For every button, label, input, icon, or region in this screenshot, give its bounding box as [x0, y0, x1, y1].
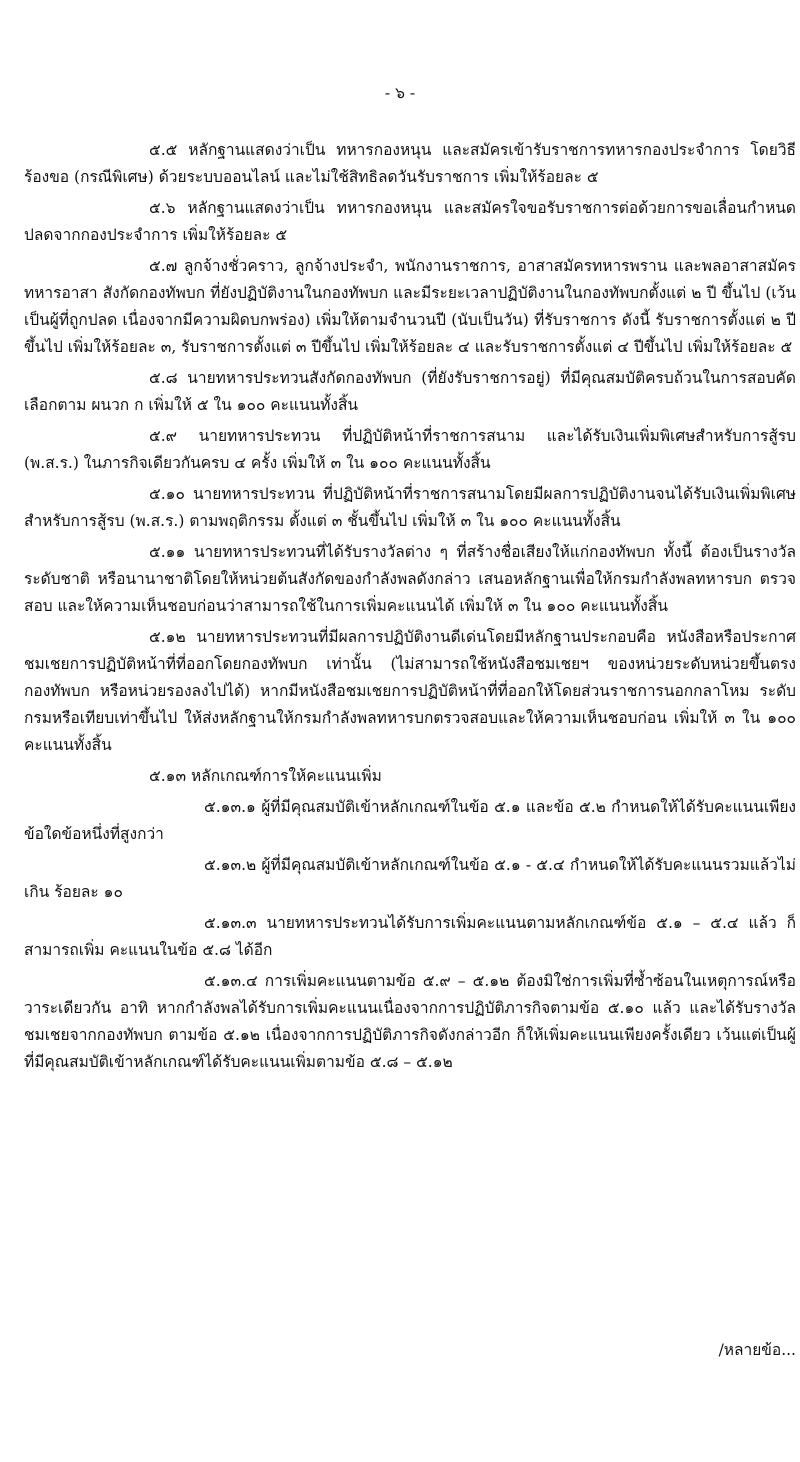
subparagraph-5-13-4: ๕.๑๓.๔ การเพิ่มคะแนนตามข้อ ๕.๙ – ๕.๑๒ ต้องมิใช่การเพิ่มที่ซ้ำซ้อนในเหตุการณ์หรือวาระเดียวกัน อาทิ หากกำลังพลได้รับการเพิ่มคะแนนเนื่องจากการปฏิบัติภารกิจตามข้อ ๕.๑๐ แล้ว และได้รับรางวัลชมเชยจากกองทัพบก ตามข้อ ๕.๑๒ เนื่องจากการปฏิบัติภารกิจดังกล่าวอีก ก็ให้เพิ่มคะแนนเพียงครั้งเดียว เว้นแต่เป็นผู้ที่มีคุณสมบัติเข้าหลักเกณฑ์ได้รับคะแนนเพิ่มตามข้อ ๕.๘ – ๕.๑๒ — [24, 972, 796, 1071]
paragraph-5-10: ๕.๑๐ นายทหารประทวน ที่ปฏิบัติหน้าที่ราชการสนามโดยมีผลการปฏิบัติงานจนได้รับเงินเพิ่มพิเศษ สำหรับการสู้รบ (พ.ส.ร.) ตามพฤติกรรม ตั้งแต่ ๓ ชั้นขึ้นไป เพิ่มให้ ๓ ใน ๑๐๐ คะแนนทั้งสิ้น — [24, 485, 796, 530]
subparagraph-5-13-1: ๕.๑๓.๑ ผู้ที่มีคุณสมบัติเข้าหลักเกณฑ์ในข้อ ๕.๑ และข้อ ๕.๒ กำหนดให้ได้รับคะแนนเพียงข้อใดข้อหนึ่งที่สูงกว่า — [24, 798, 796, 843]
paragraph-5-7: ๕.๗ ลูกจ้างชั่วคราว, ลูกจ้างประจำ, พนักงานราชการ, อาสาสมัครทหารพราน และพลอาสาสมัครทหารอาสา สังกัดกองทัพบก ที่ยังปฏิบัติงานในกองทัพบก และมีระยะเวลาปฏิบัติงานในกองทัพบกตั้งแต่ ๒ ปี ขึ้นไป (เว้นเป็นผู้ที่ถูกปลด เนื่องจากมีความผิดบกพร่อง) เพิ่มให้ตามจำนวนปี (นับเป็นวัน) ที่รับราชการ ดังนี้ รับราชการตั้งแต่ ๒ ปีขึ้นไป เพิ่มให้ร้อยละ ๓, รับราชการตั้งแต่ ๓ ปีขึ้นไป เพิ่มให้ร้อยละ ๔ และรับราชการตั้งแต่ ๔ ปีขึ้นไป เพิ่มให้ร้อยละ ๕ — [24, 257, 796, 356]
paragraph-5-5: ๕.๕ หลักฐานแสดงว่าเป็น ทหารกองหนุน และสมัครเข้ารับราชการทหารกองประจำการ โดยวิธีร้องขอ (กรณีพิเศษ) ด้วยระบบออนไลน์ และไม่ใช้สิทธิลดวันรับราชการ เพิ่มให้ร้อยละ ๕ — [24, 141, 796, 186]
paragraph-5-9: ๕.๙ นายทหารประทวน ที่ปฏิบัติหน้าที่ราชการสนาม และได้รับเงินเพิ่มพิเศษสำหรับการสู้รบ (พ.ส.ร.) ในภารกิจเดียวกันครบ ๔ ครั้ง เพิ่มให้ ๓ ใน ๑๐๐ คะแนนทั้งสิ้น — [24, 427, 796, 472]
subparagraph-5-13-3: ๕.๑๓.๓ นายทหารประทวนได้รับการเพิ่มคะแนนตามหลักเกณฑ์ข้อ ๕.๑ – ๕.๔ แล้ว ก็สามารถเพิ่ม คะแนนในข้อ ๕.๘ ได้อีก — [24, 914, 796, 959]
paragraph-5-13-heading: ๕.๑๓ หลักเกณฑ์การให้คะแนนเพิ่ม — [149, 767, 382, 785]
paragraph-5-6: ๕.๖ หลักฐานแสดงว่าเป็น ทหารกองหนุน และสมัครใจขอรับราชการต่อด้วยการขอเลื่อนกำหนดปลดจากกองประจำการ เพิ่มให้ร้อยละ ๕ — [24, 199, 796, 244]
continuation-note: /หลายข้อ... — [718, 1341, 796, 1359]
document-body — [24, 137, 796, 1080]
paragraph-5-11: ๕.๑๑ นายทหารประทวนที่ได้รับรางวัลต่าง ๆ ที่สร้างชื่อเสียงให้แก่กองทัพบก ทั้งนี้ ต้องเป็นรางวัลระดับชาติ หรือนานาชาติโดยให้หน่วยต้นสังกัดของกำลังพลดังกล่าว เสนอหลักฐานเพื่อให้กรมกำลังพลทหารบก ตรวจสอบ และให้ความเห็นชอบก่อนว่าสามารถใช้ในการเพิ่มคะแนนได้ เพิ่มให้ ๓ ใน ๑๐๐ คะแนนทั้งสิ้น — [24, 543, 796, 615]
page-number: - ๖ - — [384, 84, 416, 102]
subparagraph-5-13-2: ๕.๑๓.๒ ผู้ที่มีคุณสมบัติเข้าหลักเกณฑ์ในข้อ ๕.๑ - ๕.๔ กำหนดให้ได้รับคะแนนรวมแล้วไม่เกิน ร้อยละ ๑๐ — [24, 856, 796, 901]
paragraph-5-8: ๕.๘ นายทหารประทวนสังกัดกองทัพบก (ที่ยังรับราชการอยู่) ที่มีคุณสมบัติครบถ้วนในการสอบคัดเลือกตาม ผนวก ก เพิ่มให้ ๕ ใน ๑๐๐ คะแนนทั้งสิ้น — [24, 369, 796, 414]
paragraph-5-12: ๕.๑๒ นายทหารประทวนที่มีผลการปฏิบัติงานดีเด่นโดยมีหลักฐานประกอบคือ หนังสือหรือประกาศ ชมเชยการปฏิบัติหน้าที่ที่ออกโดยกองทัพบก เท่านั้น (ไม่สามารถใช้หนังสือชมเชยฯ ของหน่วยระดับหน่วยขึ้นตรงกองทัพบก หรือหน่วยรองลงไปได้) หากมีหนังสือชมเชยการปฏิบัติหน้าที่ที่ออกให้โดยส่วนราชการนอกกลาโหม ระดับกรมหรือเทียบเท่าขึ้นไป ให้ส่งหลักฐานให้กรมกำลังพลทหารบกตรวจสอบและให้ความเห็นชอบก่อน เพิ่มให้ ๓ ใน ๑๐๐ คะแนนทั้งสิ้น — [24, 628, 796, 754]
